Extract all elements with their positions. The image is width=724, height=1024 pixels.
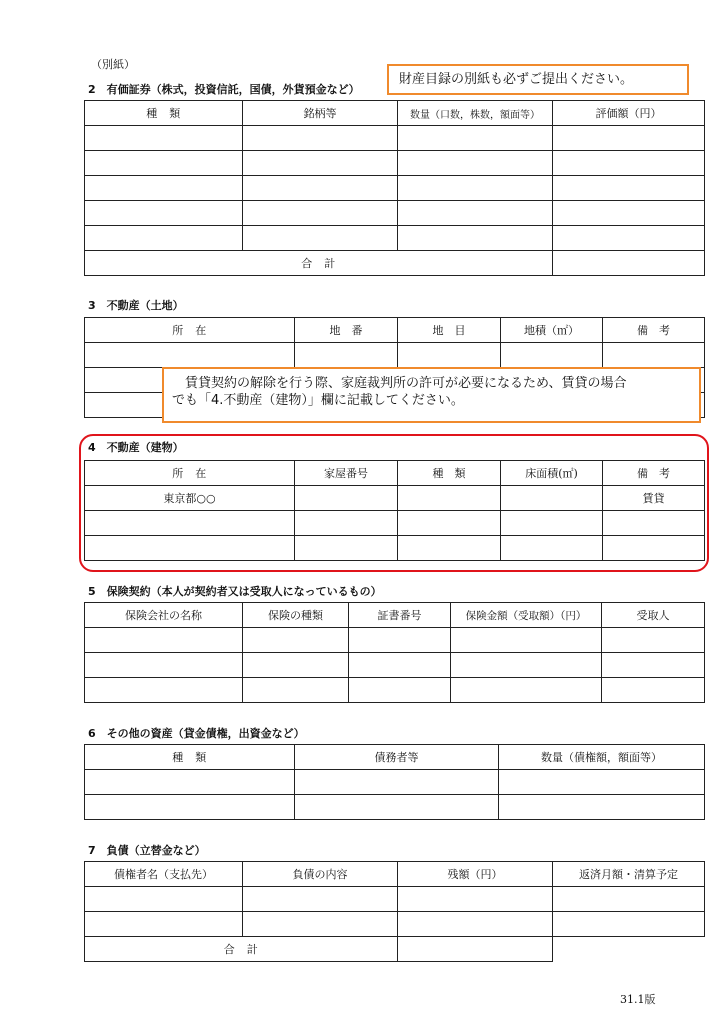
cell[interactable]: [243, 201, 398, 226]
cell[interactable]: [243, 678, 349, 703]
table-row: [85, 201, 705, 226]
notice-line-1: 賃貸契約の解除を行う際、家庭裁判所の許可が必要になるため、賃貸の場合: [172, 376, 627, 391]
cell[interactable]: [398, 343, 501, 368]
cell[interactable]: [349, 678, 451, 703]
cell[interactable]: [243, 151, 398, 176]
cell[interactable]: [243, 887, 398, 912]
blank-cell: [553, 937, 705, 962]
header-location: 所 在: [85, 461, 295, 486]
total-value-cell[interactable]: [553, 251, 705, 276]
cell[interactable]: [398, 176, 553, 201]
securities-table: [84, 100, 705, 276]
header-floor-area: 床面積(㎡): [501, 461, 603, 486]
header-lot-number: 地 番: [295, 318, 398, 343]
header-quantity: 数量（口数，株数，額面等）: [398, 101, 553, 126]
table-row: [85, 226, 705, 251]
header-area: 地積（㎡）: [501, 318, 603, 343]
other-assets-table: [84, 744, 705, 820]
cell[interactable]: [85, 912, 243, 937]
cell[interactable]: [85, 226, 243, 251]
cell[interactable]: [349, 653, 451, 678]
header-brand: 銘柄等: [243, 101, 398, 126]
header-insurance-type: 保険の種類: [243, 603, 349, 628]
cell[interactable]: [451, 628, 602, 653]
cell[interactable]: [349, 628, 451, 653]
section-3-title: 3 不動産（土地）: [88, 299, 184, 312]
table-row: [85, 126, 705, 151]
total-value-cell[interactable]: [398, 937, 553, 962]
cell[interactable]: [451, 678, 602, 703]
remarks-cell[interactable]: 賃貸: [603, 486, 705, 511]
cell[interactable]: [85, 887, 243, 912]
location-cell[interactable]: 東京都○○: [85, 486, 295, 511]
cell[interactable]: [398, 201, 553, 226]
header-creditor: 債権者名（支払先）: [85, 862, 243, 887]
header-location: 所 在: [85, 318, 295, 343]
table-row: [85, 770, 705, 795]
table-row: [85, 912, 705, 937]
header-repayment: 返済月額・清算予定: [553, 862, 705, 887]
section-2-title: 2 有価証券（株式，投資信託，国債，外貨預金など）: [88, 83, 360, 96]
cell[interactable]: [85, 653, 243, 678]
cell[interactable]: [603, 343, 705, 368]
cell[interactable]: [85, 795, 295, 820]
notice-line-2: でも「4.不動産（建物）」欄に記載してください。: [172, 393, 464, 408]
cell[interactable]: [85, 126, 243, 151]
cell[interactable]: [553, 176, 705, 201]
header-land-category: 地 目: [398, 318, 501, 343]
header-debtor: 債務者等: [295, 745, 499, 770]
liabilities-table: [84, 861, 705, 962]
header-type: 種 類: [85, 101, 243, 126]
cell[interactable]: [243, 126, 398, 151]
cell[interactable]: [295, 343, 398, 368]
attachment-label: （別紙）: [91, 58, 135, 71]
cell[interactable]: [602, 628, 705, 653]
section-4-title: 4 不動産（建物）: [88, 441, 184, 454]
notice-callout-middle: [162, 367, 701, 423]
table-row: [85, 628, 705, 653]
total-row: [85, 937, 705, 962]
header-insurer-name: 保険会社の名称: [85, 603, 243, 628]
header-policy-number: 証書番号: [349, 603, 451, 628]
insurance-table: [84, 602, 705, 703]
table-row: [85, 343, 705, 368]
cell[interactable]: [295, 795, 499, 820]
header-quantity: 数量（債権額，額面等）: [499, 745, 705, 770]
table-row: [85, 653, 705, 678]
cell[interactable]: [85, 343, 295, 368]
cell[interactable]: [602, 678, 705, 703]
table-row: [85, 795, 705, 820]
cell[interactable]: [553, 126, 705, 151]
highlight-box: [79, 434, 709, 572]
cell[interactable]: [85, 628, 243, 653]
version-label: 31.1版: [620, 993, 656, 1006]
cell[interactable]: [398, 912, 553, 937]
cell[interactable]: [501, 343, 603, 368]
cell[interactable]: [85, 201, 243, 226]
header-insured-amount: 保険金額（受取額）（円）: [451, 603, 602, 628]
cell[interactable]: [602, 653, 705, 678]
cell[interactable]: [553, 912, 705, 937]
cell[interactable]: [499, 770, 705, 795]
cell[interactable]: [85, 176, 243, 201]
cell[interactable]: [243, 176, 398, 201]
cell[interactable]: [553, 201, 705, 226]
cell[interactable]: [243, 912, 398, 937]
section-6-title: 6 その他の資産（貸金債権，出資金など）: [88, 727, 305, 740]
cell[interactable]: [85, 770, 295, 795]
total-label: 合 計: [85, 937, 398, 962]
header-house-number: 家屋番号: [295, 461, 398, 486]
cell[interactable]: [85, 678, 243, 703]
cell[interactable]: [243, 628, 349, 653]
header-beneficiary: 受取人: [602, 603, 705, 628]
total-label: 合 計: [85, 251, 553, 276]
header-building-type: 種 類: [398, 461, 501, 486]
cell[interactable]: [499, 795, 705, 820]
cell[interactable]: [85, 151, 243, 176]
cell[interactable]: [295, 770, 499, 795]
table-row: [85, 151, 705, 176]
header-valuation: 評価額（円）: [553, 101, 705, 126]
header-remarks: 備 考: [603, 318, 705, 343]
table-row: [85, 176, 705, 201]
cell[interactable]: [398, 226, 553, 251]
table-row: [85, 678, 705, 703]
cell[interactable]: [398, 887, 553, 912]
notice-callout-top: 財産目録の別紙も必ずご提出ください。: [387, 64, 689, 95]
cell[interactable]: [398, 126, 553, 151]
cell[interactable]: [553, 226, 705, 251]
cell[interactable]: [553, 151, 705, 176]
header-liability-content: 負債の内容: [243, 862, 398, 887]
cell[interactable]: [451, 653, 602, 678]
cell[interactable]: [243, 226, 398, 251]
total-row: [85, 251, 705, 276]
header-balance: 残額（円）: [398, 862, 553, 887]
cell[interactable]: [398, 151, 553, 176]
header-type: 種 類: [85, 745, 295, 770]
section-7-title: 7 負債（立替金など）: [88, 844, 206, 857]
section-5-title: 5 保険契約（本人が契約者又は受取人になっているもの）: [88, 585, 382, 598]
cell[interactable]: [553, 887, 705, 912]
header-remarks: 備 考: [603, 461, 705, 486]
table-row: [85, 887, 705, 912]
cell[interactable]: [243, 653, 349, 678]
